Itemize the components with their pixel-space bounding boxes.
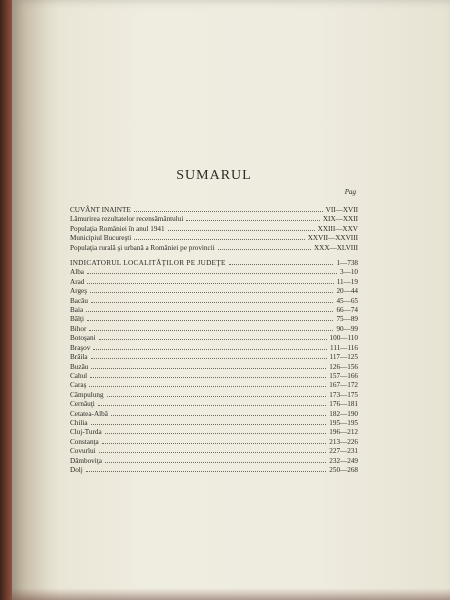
county-row (70, 447, 358, 456)
dot-leader (102, 438, 327, 444)
front-matter-row (70, 244, 358, 253)
entry-label: Caraş (70, 381, 87, 390)
dot-leader (99, 334, 327, 340)
entry-pages: 195—195 (329, 418, 358, 427)
entry-pages: 75—89 (336, 315, 358, 324)
dot-leader (86, 466, 326, 472)
entry-label: CUVÂNT INAINTE (70, 206, 131, 214)
dot-leader (91, 297, 333, 303)
page-gutter-shadow (12, 0, 60, 600)
index-heading-row (70, 259, 358, 268)
county-row (70, 287, 358, 296)
entry-label: Lămurirea rezultatelor recensământului (70, 215, 184, 224)
entry-pages: XXVII—XXVIII (307, 234, 358, 243)
dot-leader (93, 344, 327, 350)
county-row (70, 278, 358, 287)
dot-leader (91, 353, 327, 359)
dot-leader (218, 244, 311, 250)
dot-leader (186, 215, 320, 221)
dot-leader (98, 400, 327, 406)
dot-leader (134, 234, 304, 240)
page-title: SUMARUL (176, 168, 252, 183)
index-heading-label: INDICATORUL LOCALITĂŢILOR PE JUDEŢE (70, 259, 226, 268)
entry-pages: 100—110 (329, 334, 358, 343)
dot-leader (105, 457, 326, 463)
entry-label: Cernăuţi (70, 400, 95, 409)
dot-leader (168, 225, 315, 231)
entry-pages: 213—226 (329, 437, 358, 446)
entry-label: Populaţia României în anul 1941 (70, 224, 165, 233)
entry-label: Bălţi (70, 315, 84, 324)
entry-label: Chilia (70, 418, 88, 427)
table-of-contents (70, 168, 358, 475)
entry-pages: 45—65 (336, 296, 358, 305)
entry-label: Cluj-Turda (70, 428, 102, 437)
dot-leader (99, 447, 327, 453)
entry-pages: 3—10 (340, 268, 358, 277)
entry-label: Populaţia rurală şi urbană a României pe provincii (70, 243, 215, 252)
index-heading-pages: 1—738 (336, 259, 358, 268)
page-bottom-edge (12, 588, 450, 600)
county-row (70, 400, 358, 409)
dot-leader (105, 428, 327, 434)
county-row (70, 419, 358, 428)
entry-label: Bacău (70, 296, 88, 305)
dot-leader (111, 410, 326, 416)
entry-pages: 196—212 (329, 428, 358, 437)
entry-pages: 227—231 (329, 447, 358, 456)
entry-label: Baia (70, 306, 84, 315)
dot-leader (90, 372, 326, 378)
county-row (70, 297, 358, 306)
dot-leader (91, 419, 327, 425)
county-row (70, 410, 358, 419)
dot-leader (89, 381, 326, 387)
front-matter-row (70, 215, 358, 224)
front-matter-row (70, 234, 358, 243)
county-row (70, 353, 358, 362)
entry-label: Arad (70, 277, 85, 286)
county-row (70, 457, 358, 466)
front-matter-row (70, 206, 358, 215)
entry-pages: 176—181 (329, 400, 358, 409)
entry-label: Bihor (70, 324, 87, 333)
county-row (70, 391, 358, 400)
entry-pages: 157—166 (329, 371, 358, 380)
entry-label: Argeş (70, 287, 88, 296)
entry-pages: XXIII—XXV (317, 224, 358, 233)
entry-pages: 182—190 (329, 409, 358, 418)
dot-leader (89, 325, 333, 331)
entry-label: Buzău (70, 362, 89, 371)
dot-leader (229, 259, 334, 265)
front-matter-row (70, 225, 358, 234)
county-row (70, 428, 358, 437)
entry-pages: VII—XVII (325, 206, 358, 214)
entry-pages: 66—74 (336, 306, 358, 315)
dot-leader (86, 306, 333, 312)
entry-label: Cahul (70, 371, 88, 380)
entry-label: Cetatea-Albă (70, 409, 108, 418)
entry-label: Botoşani (70, 334, 96, 343)
entry-label: Covurlui (70, 447, 96, 456)
book-spine (0, 0, 12, 600)
county-row (70, 334, 358, 343)
entry-pages: 111—116 (330, 343, 358, 352)
dot-leader (91, 363, 326, 369)
dot-leader (87, 278, 333, 284)
entry-pages: XIX—XXII (322, 215, 358, 224)
entry-label: Braşov (70, 343, 91, 352)
entry-pages: 173—175 (329, 390, 358, 399)
entry-pages: 167—172 (329, 381, 358, 390)
county-row (70, 381, 358, 390)
entry-pages: 11—19 (336, 277, 358, 286)
county-row (70, 325, 358, 334)
entry-label: Alba (70, 268, 84, 277)
county-row (70, 363, 358, 372)
dot-leader (87, 315, 333, 321)
dot-leader (134, 206, 323, 212)
county-row (70, 372, 358, 381)
front-matter-list (70, 206, 358, 253)
county-row (70, 306, 358, 315)
county-row (70, 315, 358, 324)
entry-pages: 90—99 (336, 324, 358, 333)
entry-pages: 126—156 (329, 362, 358, 371)
entry-label: Municipiul Bucureşti (70, 234, 132, 243)
county-list (70, 268, 358, 475)
entry-label: Constanţa (70, 437, 99, 446)
page-column-label: Pag (344, 188, 356, 196)
entry-pages: XXX—XLVIII (313, 243, 358, 252)
entry-pages: 232—249 (329, 456, 358, 465)
county-row (70, 466, 358, 475)
entry-label: Dâmboviţa (70, 456, 102, 465)
entry-pages: 117—125 (329, 353, 358, 362)
dot-leader (87, 268, 337, 274)
county-row (70, 438, 358, 447)
dot-leader (107, 391, 327, 397)
entry-pages: 20—44 (336, 287, 358, 296)
entry-label: Brăila (70, 353, 88, 362)
dot-leader (90, 287, 333, 293)
entry-label: Câmpulung (70, 390, 104, 399)
entry-pages: 250—268 (329, 465, 358, 474)
county-row (70, 344, 358, 353)
entry-label: Dolj (70, 465, 83, 474)
county-row (70, 268, 358, 277)
